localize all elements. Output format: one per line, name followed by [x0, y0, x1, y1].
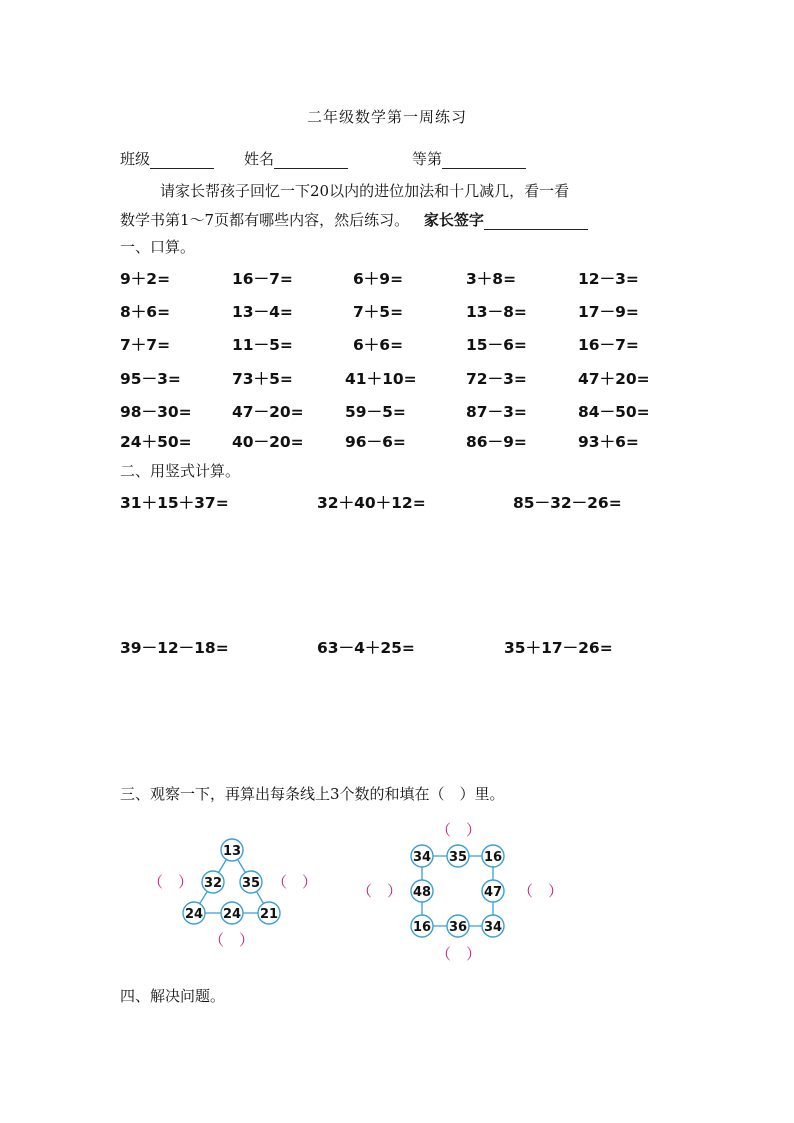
header-name	[244, 148, 348, 169]
answer-paren-square-left[interactable]: （ ）	[357, 882, 403, 900]
oral-calc-item: 11－5=	[232, 336, 293, 354]
instruction-line-2	[120, 209, 588, 230]
name-label: 姓名	[244, 150, 275, 168]
triangle-number: 13	[222, 844, 242, 859]
header-class	[120, 148, 214, 169]
square-diagram	[400, 838, 510, 938]
parent-signature-label: 家长签字	[423, 211, 484, 229]
square-number: 47	[483, 885, 503, 900]
rank-label: 等第	[412, 150, 443, 168]
answer-paren-square-top[interactable]: （ ）	[436, 821, 482, 839]
rank-blank[interactable]	[442, 152, 526, 169]
triangle-number: 32	[203, 876, 223, 891]
vertical-calc-item: 39－12－18=	[120, 639, 229, 657]
triangle-number: 35	[241, 876, 261, 891]
answer-paren-triangle-bottom[interactable]: （ ）	[209, 931, 255, 949]
oral-calc-item: 72－3=	[466, 370, 527, 388]
section4-heading: 四、解决问题。	[120, 987, 226, 1005]
triangle-number: 24	[184, 907, 204, 922]
triangle-number: 24	[222, 907, 242, 922]
vertical-calc-item: 31＋15＋37=	[120, 494, 229, 512]
oral-calc-item: 8＋6=	[120, 303, 171, 321]
oral-calc-item: 12－3=	[578, 270, 639, 288]
vertical-calc-item: 35＋17－26=	[504, 639, 613, 657]
page-title: 二年级数学第一周练习	[307, 108, 468, 126]
answer-paren-triangle-right[interactable]: （ ）	[272, 873, 318, 891]
oral-calc-item: 96－6=	[345, 433, 406, 451]
answer-paren-square-right[interactable]: （ ）	[518, 882, 564, 900]
oral-calc-item: 6＋9=	[353, 270, 404, 288]
oral-calc-item: 40－20=	[232, 433, 304, 451]
square-number: 34	[483, 920, 503, 935]
section1-heading: 一、口算。	[120, 238, 196, 256]
oral-calc-item: 98－30=	[120, 403, 192, 421]
oral-calc-item: 7＋7=	[120, 336, 171, 354]
instruction-line-2-text: 数学书第1～7页都有哪些内容，然后练习。	[120, 211, 410, 229]
oral-calc-item: 84－50=	[578, 403, 650, 421]
oral-calc-item: 9＋2=	[120, 270, 171, 288]
oral-calc-item: 95－3=	[120, 370, 181, 388]
square-number: 36	[448, 920, 468, 935]
answer-paren-square-bottom[interactable]: （ ）	[436, 945, 482, 963]
class-blank[interactable]	[150, 152, 214, 169]
vertical-calc-item: 85－32－26=	[513, 494, 622, 512]
oral-calc-item: 73＋5=	[232, 370, 293, 388]
oral-calc-item: 86－9=	[466, 433, 527, 451]
square-number: 48	[412, 885, 432, 900]
oral-calc-item: 17－9=	[578, 303, 639, 321]
oral-calc-item: 15－6=	[466, 336, 527, 354]
oral-calc-item: 7＋5=	[353, 303, 404, 321]
oral-calc-item: 6＋6=	[353, 336, 404, 354]
square-number: 35	[448, 850, 468, 865]
oral-calc-item: 24＋50=	[120, 433, 192, 451]
oral-calc-item: 47－20=	[232, 403, 304, 421]
triangle-number: 21	[259, 907, 279, 922]
triangle-diagram	[170, 830, 300, 930]
oral-calc-item: 13－4=	[232, 303, 293, 321]
oral-calc-item: 59－5=	[345, 403, 406, 421]
oral-calc-item: 47＋20=	[578, 370, 650, 388]
vertical-calc-item: 32＋40＋12=	[317, 494, 426, 512]
parent-signature-blank[interactable]	[484, 213, 588, 230]
oral-calc-item: 41＋10=	[345, 370, 417, 388]
oral-calc-item: 3＋8=	[466, 270, 517, 288]
header-rank	[412, 148, 526, 169]
section2-heading: 二、用竖式计算。	[120, 462, 241, 480]
square-number: 16	[412, 920, 432, 935]
class-label: 班级	[120, 150, 151, 168]
oral-calc-item: 13－8=	[466, 303, 527, 321]
vertical-calc-item: 63－4＋25=	[317, 639, 415, 657]
section3-heading: 三、观察一下，再算出每条线上3个数的和填在（ ）里。	[120, 785, 505, 803]
name-blank[interactable]	[274, 152, 348, 169]
instruction-line-1: 请家长帮孩子回忆一下20以内的进位加法和十几减几，看一看	[160, 182, 570, 200]
oral-calc-item: 93＋6=	[578, 433, 639, 451]
oral-calc-item: 87－3=	[466, 403, 527, 421]
square-number: 34	[412, 850, 432, 865]
answer-paren-triangle-left[interactable]: （ ）	[148, 873, 194, 891]
oral-calc-item: 16－7=	[232, 270, 293, 288]
square-number: 16	[483, 850, 503, 865]
oral-calc-item: 16－7=	[578, 336, 639, 354]
